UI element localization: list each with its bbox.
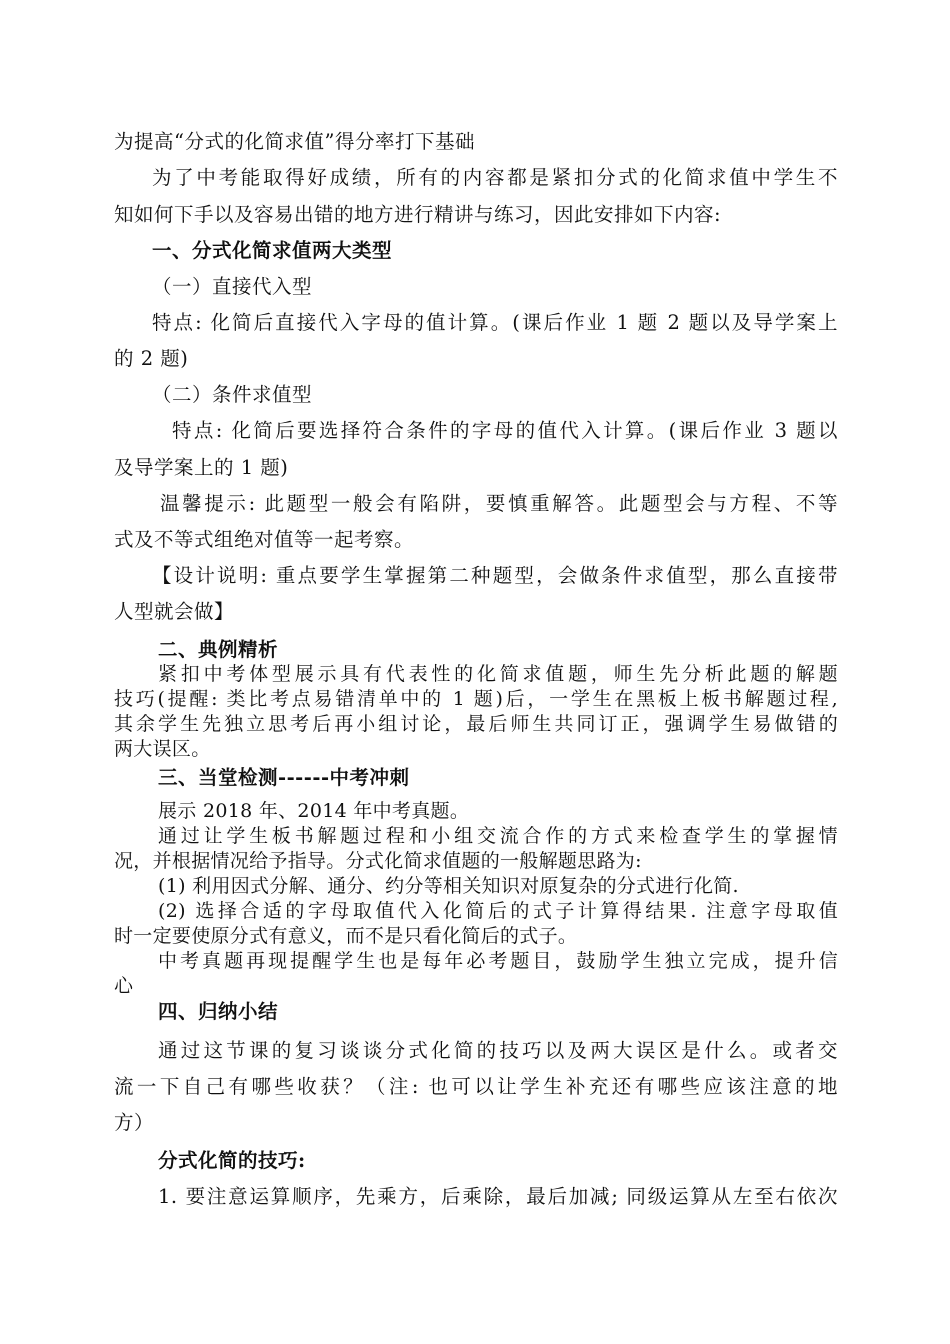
text-line: (1) 利用因式分解、通分、约分等相关知识对原复杂的分式进行化简. [158, 875, 739, 897]
text-line: 通过让学生板书解题过程和小组交流合作的方式来检查学生的掌握情 [158, 825, 838, 847]
section-heading: 一、分式化简求值两大类型 [152, 239, 393, 262]
text-line: 两大误区。 [114, 738, 211, 760]
text-line: 技巧(提醒: 类比考点易错清单中的 1 题)后，一学生在黑板上板书解题过程, [114, 688, 838, 710]
subsection-heading: （二）条件求值型 [152, 383, 313, 406]
text-line: 方） [114, 1111, 155, 1134]
text-line: 况，并根据情况给予指导。分式化简求值题的一般解题思路为: [114, 850, 642, 872]
text-line: 中考真题再现提醒学生也是每年必考题目，鼓励学生独立完成，提升信 [158, 950, 838, 972]
text-line: 特点: 化简后要选择符合条件的字母的值代入计算。(课后作业 3 题以 [172, 419, 838, 442]
text-line: 【设计说明: 重点要学生掌握第二种题型，会做条件求值型，那么直接带 [152, 564, 838, 587]
text-line: 的 2 题) [114, 347, 189, 370]
text-line: 为了中考能取得好成绩，所有的内容都是紧扣分式的化简求值中学生不 [152, 166, 838, 189]
section-heading: 四、归纳小结 [158, 1000, 279, 1023]
text-line: 时一定要使原分式有意义，而不是只看化简后的式子。 [114, 925, 578, 947]
text-line: 特点: 化简后直接代入字母的值计算。(课后作业 1 题 2 题以及导学案上 [152, 311, 838, 334]
text-line: 1. 要注意运算顺序，先乘方，后乘除，最后加减; 同级运算从左至右依次 [158, 1185, 838, 1208]
section-heading: 分式化简的技巧: [158, 1149, 306, 1172]
text-line: 其余学生先独立思考后再小组讨论，最后师生共同订正，强调学生易做错的 [114, 713, 838, 735]
subsection-heading: （一）直接代入型 [152, 275, 313, 298]
text-line: (2) 选择合适的字母取值代入化简后的式子计算得结果. 注意字母取值 [158, 900, 838, 922]
section-heading: 二、典例精析 [158, 638, 279, 661]
section-heading: 三、当堂检测------中考冲刺 [158, 766, 410, 789]
text-line: 通过这节课的复习谈谈分式化简的技巧以及两大误区是什么。或者交 [158, 1039, 838, 1062]
text-line: 为提高“分式的化简求值”得分率打下基础 [114, 130, 475, 153]
text-line: 及导学案上的 1 题) [114, 456, 289, 479]
text-line: 知如何下手以及容易出错的地方进行精讲与练习，因此安排如下内容: [114, 203, 722, 226]
text-line: 式及不等式组绝对值等一起考察。 [114, 528, 415, 551]
text-line: 紧扣中考体型展示具有代表性的化简求值题，师生先分析此题的解题 [158, 663, 838, 685]
text-line: 心 [114, 975, 134, 997]
text-line: 流一下自己有哪些收获？（注: 也可以让学生补充还有哪些应该注意的地 [114, 1075, 838, 1098]
text-line: 温馨提示: 此题型一般会有陷阱，要慎重解答。此题型会与方程、不等 [160, 492, 838, 515]
text-line: 展示 2018 年、2014 年中考真题。 [158, 800, 470, 822]
text-line: 人型就会做】 [114, 600, 235, 623]
